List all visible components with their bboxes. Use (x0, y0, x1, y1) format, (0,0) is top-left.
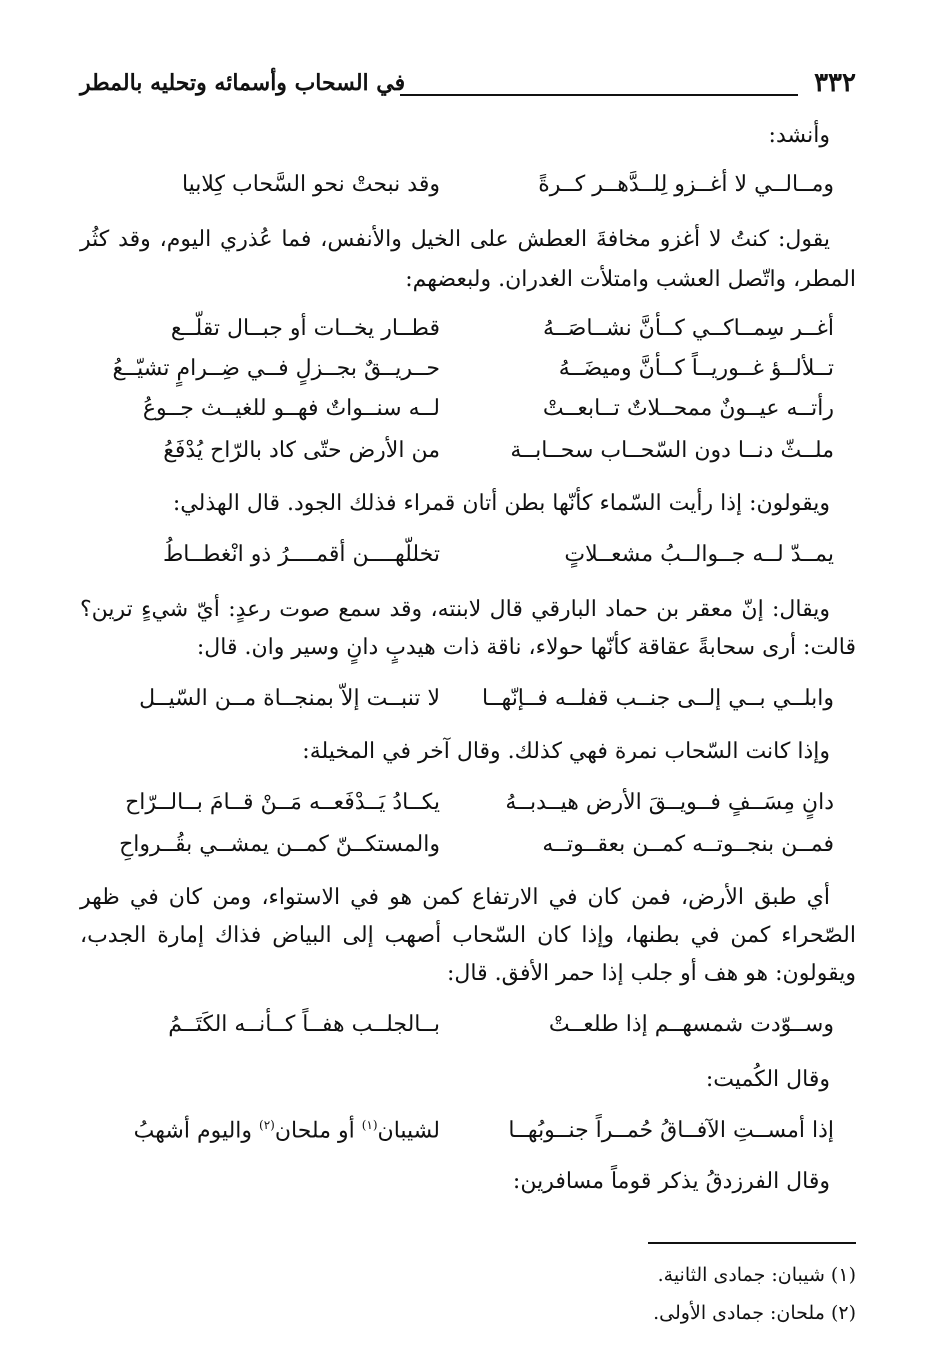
verse-line (80, 396, 834, 430)
verse-hemistich-first: دانٍ مِسَــفٍ فــويــقَ الأرض هيــدبــهُ (505, 790, 834, 815)
paragraph-line: وإذا كانت السّحاب نمرة فهي كذلك. وقال آخر في المخيلة: (302, 739, 830, 764)
verse-hemistich-second: وقد نبحتْ نحو السَّحاب كِلابيا (181, 172, 440, 197)
paragraph-anshad: وأنشد: (768, 123, 830, 148)
paragraph-line: الصّحراء كمن في بطنها، وإذا كان السّحاب أصهب إلى البياض فذاك إمارة الجدب، (80, 923, 856, 948)
page-number: ٣٣٢ (814, 68, 856, 98)
verse-line (80, 438, 834, 472)
verse-line (80, 832, 834, 866)
verse-hemistich-second: حــريــقٌ بجــزلٍ فــي ضِــرامٍ تشيّــعُ (112, 356, 440, 381)
verse-hemistich-second: لــه سنــواتٌ فهــو للغيــث جــوعُ (142, 396, 440, 421)
verse-hemistich-first: وابلــي بــي إلــى جنــب قفلــه فــإنّهــا (481, 686, 834, 711)
footnote-ref-1[interactable]: (١) (361, 1118, 378, 1132)
verse-hemistich-first: تــلألــؤ غــوريــاً كــأنَّ وميضَــهُ (558, 356, 834, 381)
paragraph-line: ويقال: إنّ معقر بن حماد البارقي قال لابنته، وقد سمع صوت رعدٍ: أيّ شيءٍ ترين؟ (80, 597, 830, 622)
verse-hemistich-first: وســوّدت شمسهــم إذا طلعــتْ (548, 1012, 834, 1037)
paragraph-line: قالت: أرى سحابةً عقاقة كأنّها حولاء، ناقة ذات هيدبٍ دانٍ وسير وان. قال: (196, 635, 856, 660)
verse-text: واليوم أشهبُ (133, 1118, 260, 1144)
verse-line (80, 172, 834, 206)
page-header (80, 68, 856, 108)
verse-line (80, 686, 834, 720)
paragraph-line: المطر، واتّصل العشب وامتلأت الغدران. ولبعضهم: (405, 267, 856, 292)
verse-hemistich-first: إذا أمســتِ الآفــاقُ حُمــراً جنــوبُهــا (508, 1118, 834, 1143)
footnote-1: (١) شيبان: جمادى الثانية. (657, 1264, 856, 1286)
verse-hemistich-second: يكــادُ يَــدْفَعــه مَــنْ قــامَ بــالــرّاح (125, 790, 440, 815)
verse-line (80, 316, 834, 350)
verse-hemistich-first: فمــن بنجــوتــه كمــن بعقــوتــه (542, 832, 834, 857)
verse-text: أو ملحان (274, 1118, 362, 1144)
verse-hemistich-second: لا تنبــت إلاّ بمنجــاة مــن السّيــل (139, 686, 440, 711)
verse-line (80, 1118, 834, 1152)
verse-hemistich-first: رأتــه عيــونٌ ممحــلاتٌ تــابعــتْ (542, 396, 834, 421)
verse-hemistich-second: من الأرض حتّى كاد بالرّاح يُدْفَعُ (163, 438, 440, 463)
verse-hemistich-second: بــالجلــب هفــاً كــأنــه الكَتَــمُ (168, 1012, 440, 1037)
running-title: في السحاب وأسمائه وتحليه بالمطر (80, 70, 406, 96)
footnote-2: (٢) ملحان: جمادى الأولى. (653, 1302, 856, 1324)
footnote-ref-2[interactable]: (٢) (259, 1118, 275, 1132)
verse-line (80, 542, 834, 576)
verse-hemistich-second: تخللّهــــن أقمــــرُ ذو انْغطــاطُ (162, 542, 440, 567)
footnote-rule (648, 1242, 856, 1244)
verse-hemistich-second: قطــار يخــات أو جبــال تقلّــع (170, 316, 440, 341)
paragraph-kumayt: وقال الكُميت: (705, 1067, 830, 1092)
verse-line (80, 790, 834, 824)
paragraph-line: يقول: كنتُ لا أغزو مخافةَ العطش على الخيل والأنفس، فما عُذري اليوم، وقد كثُر (80, 227, 830, 252)
verse-hemistich-second (100, 1118, 440, 1143)
verse-line (80, 356, 834, 390)
paragraph-line: أي طبق الأرض، فمن كان في الارتفاع كمن هو في الاستواء، ومن كان في ظهر (80, 885, 830, 910)
header-rule (400, 94, 798, 96)
verse-line (80, 1012, 834, 1046)
verse-hemistich-first: ملــثّ دنــا دون السّحــاب سحــابــة (510, 438, 834, 463)
paragraph-farazdaq: وقال الفرزدقُ يذكر قوماً مسافرين: (512, 1169, 830, 1194)
verse-hemistich-first: أغــر سِمــاكــي كــأنَّ نشــاصَــهُ (542, 316, 834, 341)
verse-hemistich-first: ومــالــي لا أغــزو لِلــدَّهــر كــرةً (538, 172, 834, 197)
verse-hemistich-second: والمستكــنّ كمــن يمشــي بقُــرواحِ (119, 832, 440, 857)
verse-hemistich-first: يمــدّ لــه جــوالــبُ مشعــلاتٍ (564, 542, 834, 567)
verse-text: لشيبان (377, 1118, 440, 1144)
paragraph-line: ويقولون: هو هف أو جلب إذا حمر الأفق. قال: (447, 961, 856, 986)
paragraph-line: ويقولون: إذا رأيت السّماء كأنّها بطن أتان قمراء فذلك الجود. قال الهذلي: (172, 491, 830, 516)
